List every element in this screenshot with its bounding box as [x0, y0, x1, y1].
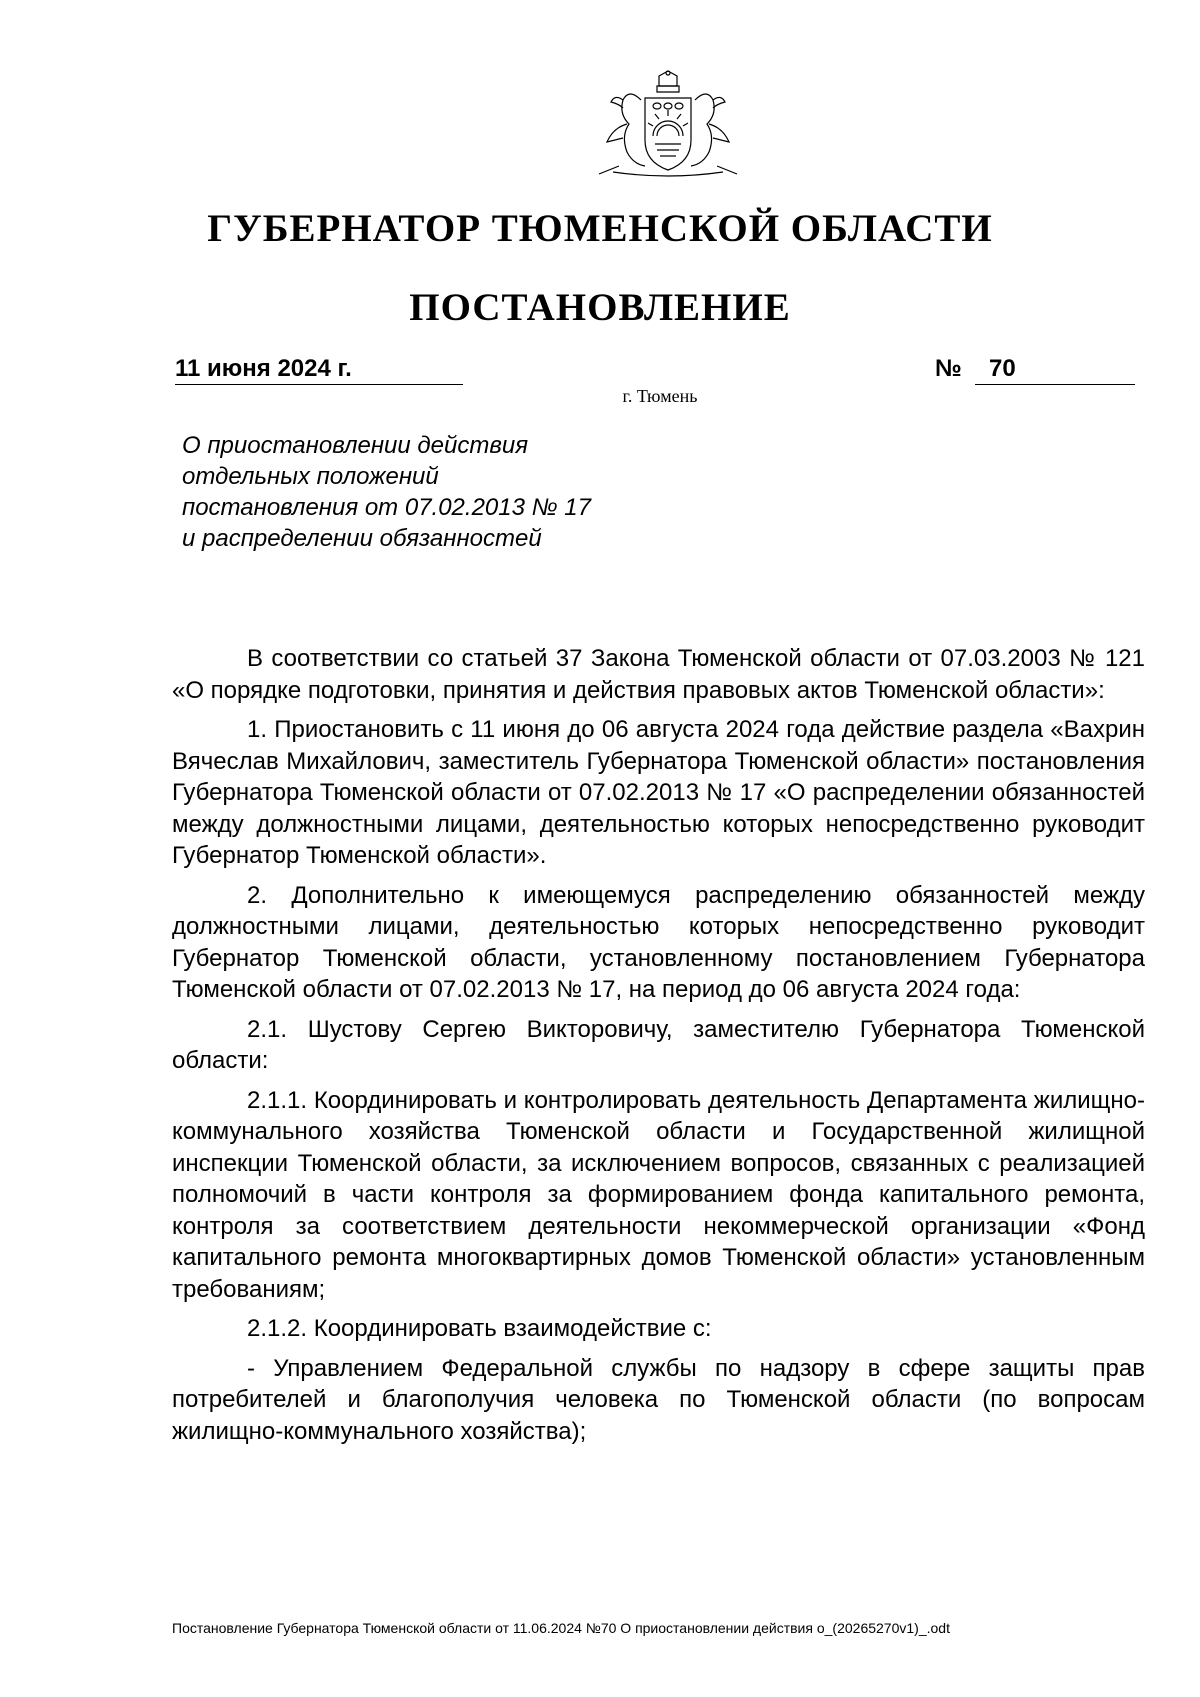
document-city: г. Тюмень: [622, 386, 698, 406]
document-subject: [182, 430, 702, 554]
body-paragraph: В соответствии со статьей 37 Закона Тюменской области от 07.03.2003 № 121 «О порядке подготовки, принятия и действия правовых актов Тюменской области»:: [172, 645, 1145, 704]
body-paragraph: - Управлением Федеральной службы по надзору в сфере защиты прав потребителей и благополучия человека по Тюменской области (по вопросам жилищно-коммунального хозяйства);: [172, 1354, 1145, 1445]
issuing-authority: ГУБЕРНАТОР ТЮМЕНСКОЙ ОБЛАСТИ: [207, 207, 993, 250]
document-type: ПОСТАНОВЛЕНИЕ: [409, 286, 791, 329]
subject-line: О приостановлении действия: [182, 432, 529, 459]
subject-line: отдельных положений: [182, 463, 439, 490]
subject-line: постановления от 07.02.2013 № 17: [182, 494, 591, 521]
document-footer: Постановление Губернатора Тюменской области от 11.06.2024 №70 О приостановлении действия о_(20265270v1)_.odt: [172, 1620, 950, 1636]
body-paragraph: 2.1.2. Координировать взаимодействие с:: [247, 1315, 712, 1342]
body-paragraph: 1. Приостановить с 11 июня до 06 августа 2024 года действие раздела «Вахрин Вячеслав Михайлович, заместитель Губернатора Тюменской области» постановления Губернатора Тюменской области от 07.02.2013 № 17 «О распределении обязанностей между должностными лицами, деятельностью которых непосредственно руководит Губернатор Тюменской области».: [172, 716, 1145, 869]
document-body: [172, 643, 1145, 1455]
body-paragraph: 2.1. Шустову Сергею Викторовичу, заместителю Губернатора Тюменской области:: [172, 1015, 1145, 1074]
number-sign: №: [935, 355, 962, 382]
body-paragraph: 2.1.1. Координировать и контролировать деятельность Департамента жилищно-коммунального хозяйства Тюменской области и Государственной жилищной инспекции Тюменской области, за исключением вопросов, связанных с реализацией полномочий в части контроля за формированием фонда капитального ремонта, контроля за соответствием деятельности некоммерческой организации «Фонд капитального ремонта многоквартирных домов Тюменской области» установленным требованиям;: [172, 1086, 1145, 1303]
document-date: 11 июня 2024 г.: [175, 354, 463, 385]
document-number: 70: [975, 354, 1135, 385]
tyumen-coat-of-arms-icon: [593, 70, 743, 180]
subject-line: и распределении обязанностей: [182, 525, 542, 552]
body-paragraph: 2. Дополнительно к имеющемуся распределению обязанностей между должностными лицами, деятельностью которых непосредственно руководит Губернатор Тюменской области, установленному постановлением Губернатора Тюменской области от 07.02.2013 № 17, на период до 06 августа 2024 года:: [172, 881, 1145, 1003]
